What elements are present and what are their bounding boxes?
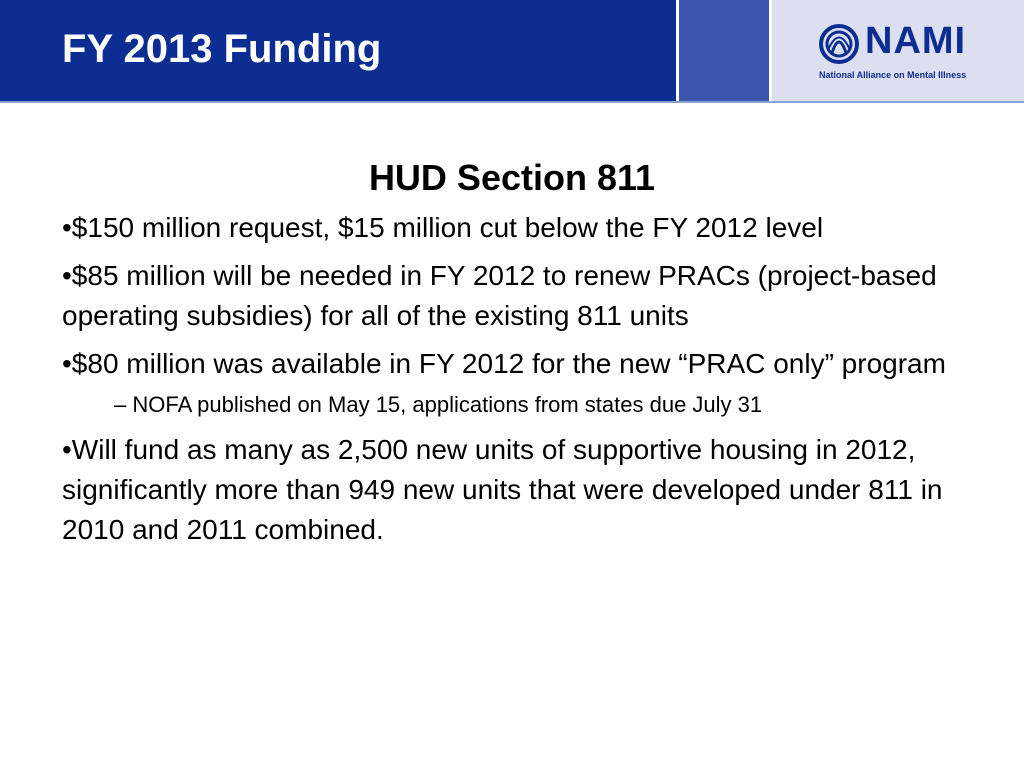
nami-tagline: National Alliance on Mental Illness — [819, 70, 967, 80]
header-bar — [0, 0, 1024, 101]
header-rule — [0, 101, 1024, 103]
nami-logo-icon — [818, 23, 860, 65]
bullet-item: •$150 million request, $15 million cut below the FY 2012 level — [62, 211, 824, 243]
bullet-item: •$80 million was available in FY 2012 for the new “PRAC only” program — [62, 347, 946, 379]
section-title: HUD Section 811 — [368, 157, 656, 198]
header-accent-band — [679, 0, 769, 101]
bullet-item: •Will fund as many as 2,500 new units of supportive housing in 2012, significantly more than 949 new units that were developed under 811 in 2010 and 2011 combined. — [62, 433, 943, 545]
bullet-item: •$85 million will be needed in FY 2012 to renew PRACs (project-based operating subsidies) for all of the existing 811 units — [62, 259, 937, 331]
nami-wordmark: NAMI — [865, 20, 967, 62]
slide-body — [62, 158, 962, 558]
slide-title: FY 2013 Funding — [62, 27, 382, 71]
sub-bullet-item: – NOFA published on May 15, applications from states due July 31 — [114, 391, 763, 417]
